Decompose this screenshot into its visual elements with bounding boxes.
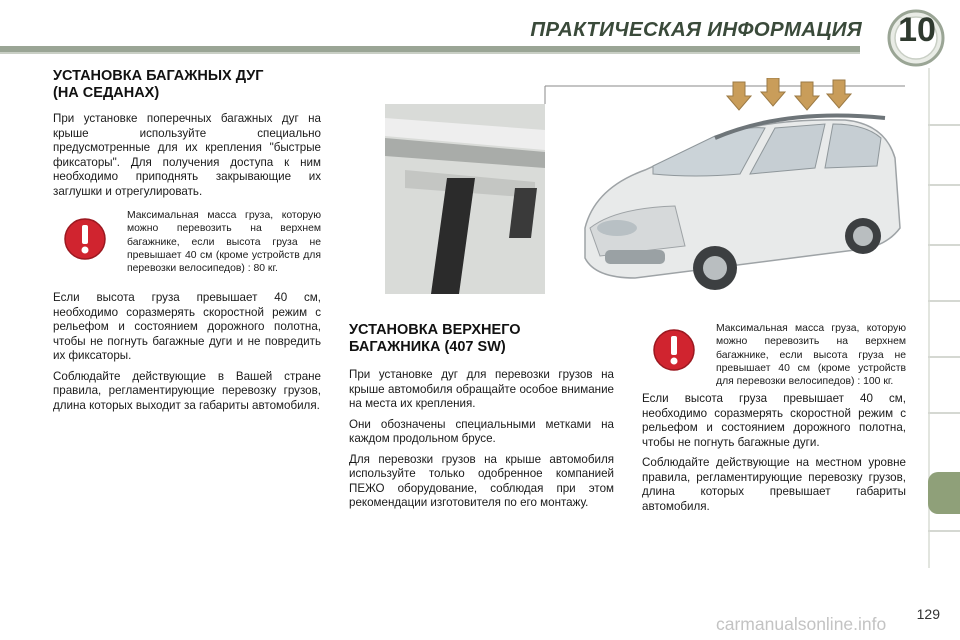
paragraph: При установке дуг для перевозки грузов на крыше автомобиля обращайте особое внимание на места их крепления.	[349, 368, 614, 410]
side-tab-divider	[928, 300, 960, 302]
warning-icon	[652, 328, 696, 372]
section-heading: БАГАЖНИКА (407 SW)	[349, 339, 506, 355]
side-tab-divider	[928, 184, 960, 186]
car-407sw	[585, 116, 900, 291]
warning-text: Максимальная масса груза, которую можно перевозить на верхнем багажнике, если высота груза не превышает 40 см (кроме устройств для перевозки велосипедов) : 80 кг.	[127, 210, 321, 275]
section-heading: УСТАНОВКА ВЕРХНЕГО	[349, 322, 521, 338]
side-tab-divider	[928, 244, 960, 246]
arrow-icon	[727, 78, 851, 110]
watermark: carmanualsonline.info	[716, 614, 887, 634]
chapter-title: ПРАКТИЧЕСКАЯ ИНФОРМАЦИЯ	[530, 18, 862, 41]
header-band-shadow	[0, 52, 860, 54]
section-roof-bars-sedan	[53, 68, 321, 413]
side-tab-divider	[928, 124, 960, 126]
warning-text: Максимальная масса груза, которую можно перевозить на верхнем багажнике, если высота груза не превышает 40 см (кроме устройств для перевозки велосипедов) : 100 кг.	[716, 323, 906, 388]
paragraph: Для перевозки грузов на крыше автомобиля используйте только одобренное компанией ПЕЖО оборудование, соблюдая при этом рекомендации изготовителя по его монтажу.	[349, 452, 614, 509]
paragraph: При установке поперечных багажных дуг на крыше используйте специально предусмотренные для их крепления "быстрые фиксаторы". Для получения доступа к ним необходимо приподнять закрывающие их заглушки и отрегулировать.	[53, 112, 321, 198]
chapter-tab-active[interactable]	[928, 472, 960, 514]
paragraph: Соблюдайте действующие в Вашей стране правила, регламентирующие перевозку грузов, длина которых выходит за габариты автомобиля.	[53, 369, 321, 412]
page-number: 129	[916, 606, 940, 622]
chapter-number: 10	[898, 11, 936, 49]
section-roof-rack-limits	[642, 322, 906, 514]
section-roof-rack-407sw	[349, 322, 614, 511]
car-roof-illustration	[385, 78, 905, 308]
side-tab-divider	[928, 412, 960, 414]
warning-box	[642, 322, 906, 388]
paragraph: Если высота груза превышает 40 см, необходимо соразмерять скоростной режим с рельефом и состоянием дорожного полотна, чтобы не погнуть багажные дуги.	[642, 392, 906, 449]
paragraph: Они обозначены специальными метками на каждом продольном брусе.	[349, 417, 614, 445]
section-heading: (НА СЕДАНАХ)	[53, 85, 160, 101]
section-heading: УСТАНОВКА БАГАЖНЫХ ДУГ	[53, 68, 264, 84]
side-tab-divider	[928, 530, 960, 532]
paragraph: Соблюдайте действующие на местном уровне правила, регламентирующие перевозку грузов, длина которых превышает габариты автомобиля.	[642, 456, 906, 513]
side-tab-divider	[928, 356, 960, 358]
warning-icon	[63, 217, 107, 261]
paragraph: Если высота груза превышает 40 см, необходимо соразмерять скоростной режим с рельефом и состоянием дорожного полотна, чтобы не погнуть багажные дуги и не повредить их фиксаторы.	[53, 291, 321, 363]
warning-box	[53, 209, 321, 275]
